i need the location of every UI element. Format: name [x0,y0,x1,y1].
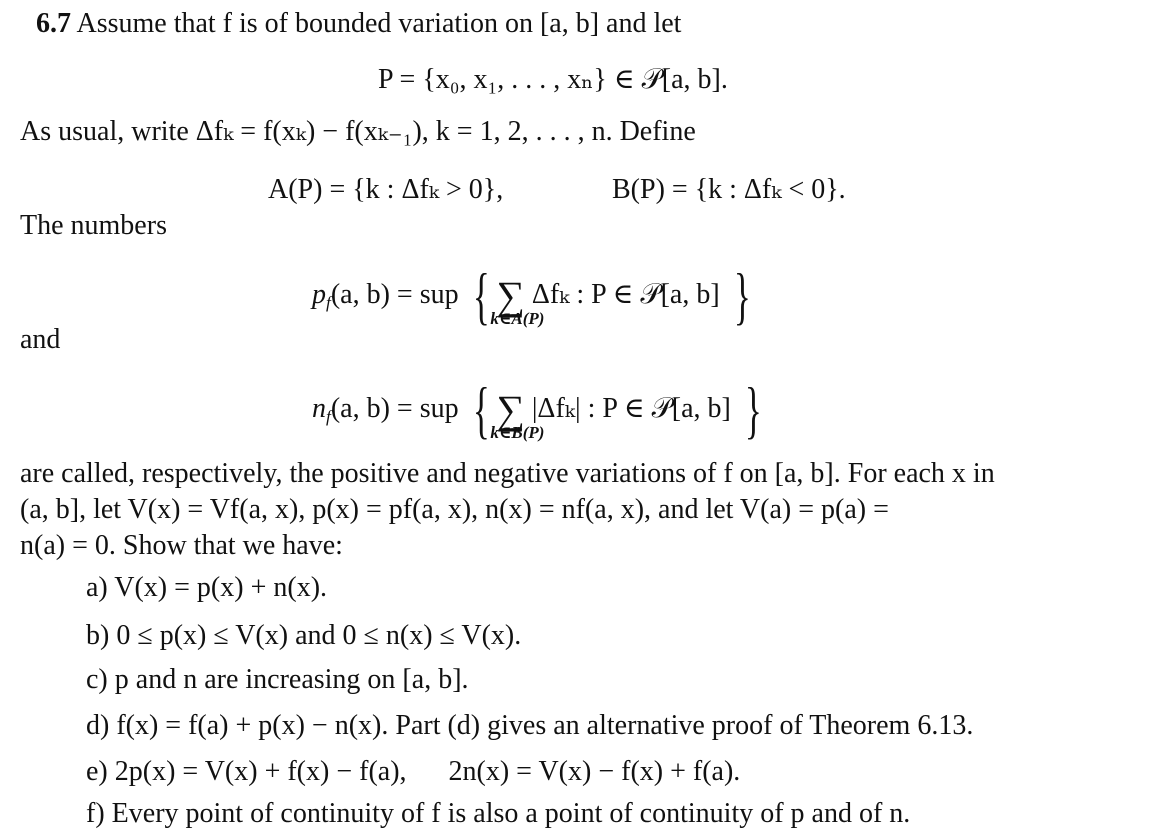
part-label: c) [86,664,108,695]
part-d [86,712,973,740]
pf-symbol: p [312,279,326,310]
problem-heading [36,10,681,38]
the-numbers-text: The numbers [20,210,167,241]
sum-sign: ∑ k∈A(P) [490,273,545,328]
problem-intro: Assume that f is of bounded variation on [a, b] and let [76,8,682,39]
part-text: Every point of continuity of f is also a point of continuity of p and of n. [111,798,911,829]
nf-sum-index: k∈B(P) [490,423,545,442]
part-label: a) [86,572,108,603]
part-c [86,666,469,694]
nf-args: (a, b) = sup [330,393,459,424]
called-line-2: (a, b], let V(x) = Vf(a, x), p(x) = pf(a, x), n(x) = nf(a, x), and let V(a) = p(a) = [20,494,889,525]
part-e [86,758,740,786]
pf-args: (a, b) = sup [330,279,459,310]
part-label: b) [86,620,110,651]
problem-number: 6.7 [36,8,71,39]
right-brace: } [744,374,762,445]
negative-variation-definition: $n_f(a$, b) = sup { ∑ k∈B(P) |Δfₖ| : P ∈ 𝒫[a, b] } [312,374,762,445]
part-label: f) [86,798,105,829]
right-brace: } [733,260,751,331]
part-text: V(x) = p(x) + n(x). [114,572,328,603]
set-B-equation: B(P) = {k : Δfₖ < 0}. [612,174,846,205]
called-line-1: are called, respectively, the positive and negative variations of f on [a, b]. For each x in [20,458,995,489]
nf-sum-body: |Δfₖ| : P ∈ 𝒫[a, b] [531,393,731,424]
and-text: and [20,324,61,355]
called-line-3: n(a) = 0. Show that we have: [20,530,343,561]
pf-sum-body: Δfₖ : P ∈ 𝒫[a, b] [531,279,720,310]
part-f [86,800,910,828]
part-b [86,622,521,650]
nf-symbol: n [312,393,326,424]
part-text: p and n are increasing on [a, b]. [114,664,469,695]
part-text: 2p(x) = V(x) + f(x) − f(a), 2n(x) = V(x) − f(x) + f(a). [114,756,741,787]
pf-sum-index: k∈A(P) [490,309,545,328]
part-text: f(x) = f(a) + p(x) − n(x). Part (d) gives an alternative proof of Theorem 6.13. [116,710,974,741]
as-usual-line: As usual, write Δfₖ = f(xₖ) − f(xₖ₋₁), k = 1, 2, . . . , n. Define [20,116,696,147]
sum-sign: ∑ k∈B(P) [490,387,545,442]
partition-equation: P = {x₀, x₁, . . . , xₙ} ∈ 𝒫[a, b]. [378,64,728,95]
part-text: 0 ≤ p(x) ≤ V(x) and 0 ≤ n(x) ≤ V(x). [116,620,522,651]
positive-variation-definition: $p_f(a$, b) = sup { ∑ k∈A(P) Δfₖ : P ∈ 𝒫[a, b] } [312,260,751,331]
part-label: d) [86,710,110,741]
part-label: e) [86,756,108,787]
set-A-equation: A(P) = {k : Δfₖ > 0}, [268,174,504,205]
left-brace: { [472,374,490,445]
part-a [86,574,327,602]
left-brace: { [472,260,490,331]
